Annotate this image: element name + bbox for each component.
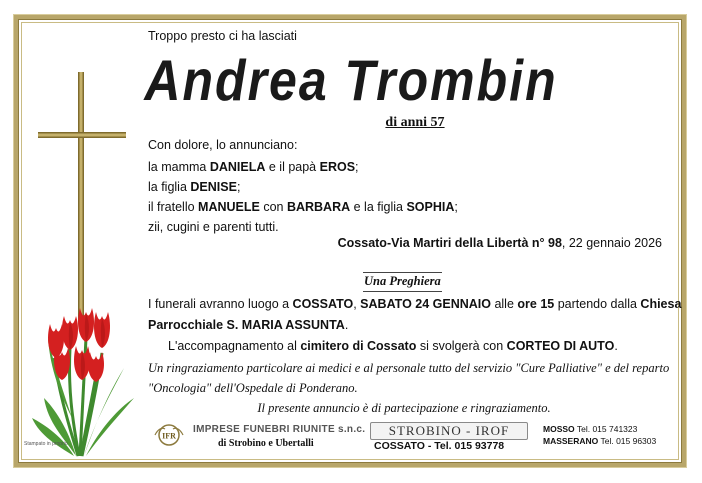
- office-mosso: MOSSO Tel. 015 741323: [543, 424, 638, 434]
- office-masserano: MASSERANO Tel. 015 96303: [543, 436, 657, 446]
- thanks-line-2: "Oncologia" dell'Ospedale di Ponderano.: [148, 381, 358, 395]
- funeral-line-1: I funerali avranno luogo a COSSATO, SABATO 24 GENNAIO alle ore 15 partendo dalla Chiesa: [148, 297, 682, 311]
- brother-name: MANUELE: [198, 200, 260, 214]
- daughter-name: DENISE: [190, 180, 237, 194]
- parents-line: la mamma DANIELA e il papà EROS;: [148, 160, 359, 174]
- deceased-name: Andrea Trombin: [144, 48, 558, 113]
- agency-subtitle: di Strobino e Ubertalli: [218, 438, 314, 449]
- intro-text: Troppo presto ci ha lasciati: [148, 29, 297, 43]
- tulips-icon: [24, 298, 144, 458]
- announce-line: Con dolore, lo annunciano:: [148, 138, 298, 152]
- cortege-line: L'accompagnamento al cimitero di Cossato si svolgerà con CORTEO DI AUTO.: [168, 339, 618, 353]
- closing-line: Il presente annuncio è di partecipazione e ringraziamento.: [257, 401, 551, 415]
- niece-name: SOPHIA: [406, 200, 455, 214]
- funeral-line-2: Parrocchiale S. MARIA ASSUNTA.: [148, 318, 349, 332]
- agency-name: IMPRESE FUNEBRI RIUNITE s.n.c.: [193, 424, 366, 435]
- print-stamp: Stampato in proprio: [24, 441, 68, 447]
- brand-box: STROBINO - IROF: [370, 422, 528, 440]
- place-date-line: Cossato-Via Martiri della Libertà n° 98, 22 gennaio 2026: [337, 236, 662, 250]
- mother-name: DANIELA: [209, 160, 266, 174]
- ifr-logo-icon: [152, 423, 186, 447]
- deceased-age: di anni 57: [385, 115, 445, 130]
- prayer-link[interactable]: Una Preghiera: [363, 272, 442, 292]
- brother-line: il fratello MANUELE con BARBARA e la figlia SOPHIA;: [148, 200, 458, 214]
- brother-partner-name: BARBARA: [286, 200, 351, 214]
- thanks-line-1: Un ringraziamento particolare ai medici e al personale tutto del servizio "Cure Palliative" e del reparto: [148, 361, 670, 375]
- brand-phone: COSSATO - Tel. 015 93778: [374, 440, 505, 452]
- daughter-line: la figlia DENISE;: [148, 180, 241, 194]
- relatives-line: zii, cugini e parenti tutti.: [148, 220, 279, 234]
- svg-text:IFR: IFR: [162, 431, 176, 441]
- father-name: EROS: [319, 160, 356, 174]
